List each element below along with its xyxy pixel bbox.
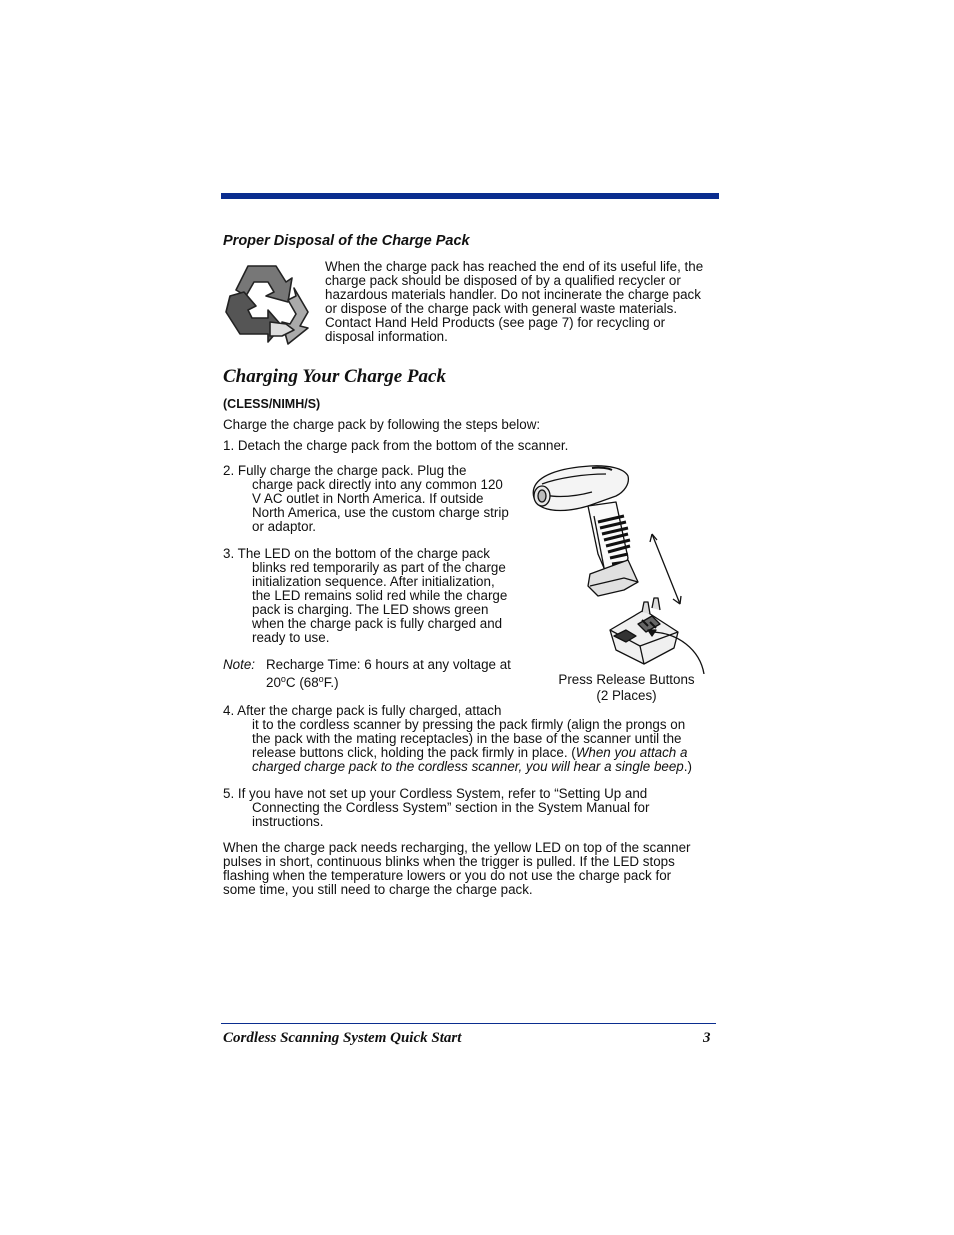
step-line: V AC outlet in North America. If outside [252, 491, 484, 506]
disposal-line: When the charge pack has reached the end of its useful life, the [325, 259, 704, 274]
step-line: 3. The LED on the bottom of the charge pack [223, 546, 490, 561]
closing-line: flashing when the temperature lowers or you do not use the charge pack for [223, 868, 672, 883]
step-line: pack is charging. The LED shows green [252, 602, 489, 617]
step-line-italic: charged charge pack to the cordless scanner, you will hear a single beep [252, 759, 684, 774]
disposal-line: Contact Hand Held Products (see page 7) for recycling or [325, 315, 666, 330]
intro-text: Charge the charge pack by following the steps below: [223, 417, 541, 432]
note-temp-end: F.) [323, 675, 339, 690]
closing-line: pulses in short, continuous blinks when the trigger is pulled. If the LED stops [223, 854, 675, 869]
step-line [223, 746, 723, 760]
step-4 [223, 704, 723, 774]
step-line [223, 760, 723, 774]
step-2 [223, 464, 533, 534]
note-text: Recharge Time: 6 hours at any voltage at [266, 657, 511, 672]
note-temperature [266, 675, 339, 690]
disposal-line: charge pack should be disposed of by a qualified recycler or [325, 273, 681, 288]
step-line: 2. Fully charge the charge pack. Plug the [223, 463, 467, 478]
step-line: it to the cordless scanner by pressing the pack firmly (align the prongs on [252, 717, 686, 732]
top-rule [221, 193, 719, 199]
disposal-text [325, 260, 725, 344]
note-label: Note: [223, 657, 256, 672]
model-subheading: (CLESS/NIMH/S) [223, 397, 321, 411]
step-line: 5. If you have not set up your Cordless System, refer to “Setting Up and [223, 786, 648, 801]
step-line: the pack with the mating receptacles) in the base of the scanner until the [252, 731, 682, 746]
step-line: ready to use. [252, 630, 330, 645]
closing-paragraph [223, 841, 723, 897]
caption-line: Press Release Buttons [558, 672, 695, 687]
step-line: instructions. [252, 814, 324, 829]
step-1: 1. Detach the charge pack from the bottom of the scanner. [223, 438, 569, 453]
footer-rule [221, 1023, 716, 1024]
closing-line: some time, you still need to charge the charge pack. [223, 882, 533, 897]
step-line: charge pack directly into any common 120 [252, 477, 503, 492]
disposal-line: hazardous materials handler. Do not incinerate the charge pack [325, 287, 701, 302]
step-line: initialization sequence. After initialization, [252, 574, 495, 589]
page-number: 3 [703, 1030, 711, 1046]
scanner-illustration [528, 462, 718, 674]
step-line: Connecting the Cordless System” section in the System Manual for [252, 800, 650, 815]
figure-caption [554, 672, 699, 704]
step-line-plain: release buttons click, holding the pack firmly in place. ( [252, 745, 576, 760]
step-line-end: .) [683, 759, 692, 774]
step-line: or adaptor. [252, 519, 317, 534]
step-line-italic: When you attach a [575, 745, 688, 760]
step-line: 4. After the charge pack is fully charged, attach [223, 703, 502, 718]
charging-heading: Charging Your Charge Pack [223, 366, 446, 387]
note-temp-mid: C (68 [285, 675, 319, 690]
note-temp-value: 20 [266, 675, 281, 690]
step-5 [223, 787, 723, 829]
closing-line: When the charge pack needs recharging, the yellow LED on top of the scanner [223, 840, 691, 855]
caption-line: (2 Places) [596, 688, 657, 703]
degree-mark: o [318, 674, 324, 684]
step-line: blinks red temporarily as part of the charge [252, 560, 506, 575]
step-line: when the charge pack is fully charged and [252, 616, 503, 631]
step-line: North America, use the custom charge strip [252, 505, 509, 520]
step-line: the LED remains solid red while the charge [252, 588, 508, 603]
step-3 [223, 547, 533, 645]
degree-mark: o [280, 674, 286, 684]
disposal-line: disposal information. [325, 329, 448, 344]
footer-title: Cordless Scanning System Quick Start [223, 1030, 462, 1046]
recycle-icon [224, 262, 312, 350]
disposal-line: or dispose of the charge pack with general waste materials. [325, 301, 678, 316]
disposal-heading: Proper Disposal of the Charge Pack [223, 233, 470, 249]
